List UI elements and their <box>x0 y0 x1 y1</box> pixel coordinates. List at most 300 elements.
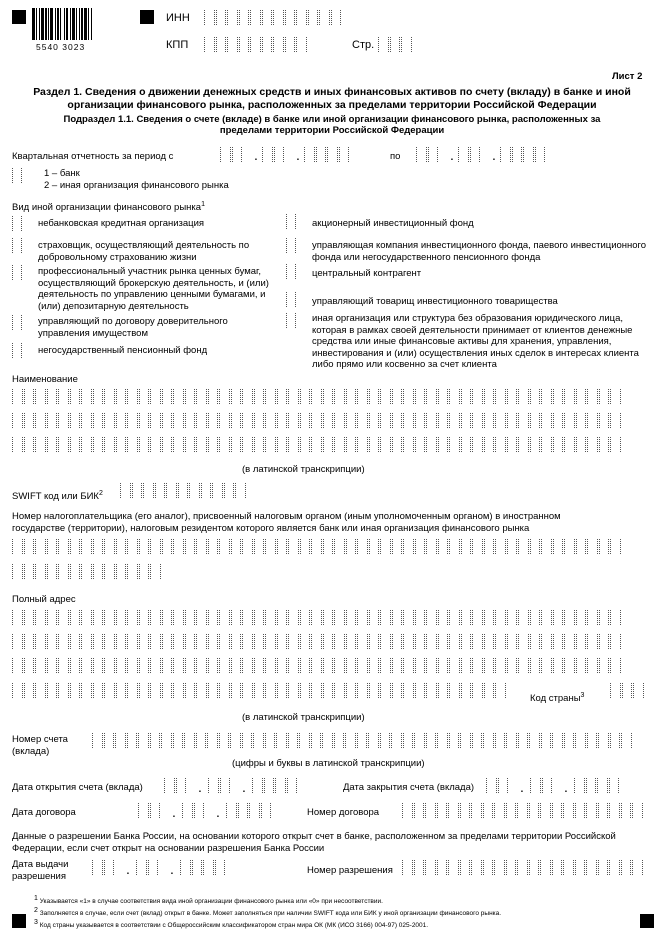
char-cell[interactable] <box>415 658 426 673</box>
char-cell[interactable] <box>150 634 161 649</box>
char-cell[interactable] <box>380 413 391 428</box>
char-cell[interactable] <box>390 37 401 52</box>
char-cell[interactable] <box>35 658 46 673</box>
char-cell[interactable] <box>346 610 357 625</box>
char-cell[interactable] <box>12 389 23 404</box>
char-cell[interactable] <box>319 10 330 25</box>
char-cell[interactable] <box>369 634 380 649</box>
char-cell[interactable] <box>150 803 161 818</box>
char-cell[interactable] <box>495 389 506 404</box>
char-cell[interactable] <box>265 634 276 649</box>
char-cell[interactable] <box>553 658 564 673</box>
char-cell[interactable] <box>196 658 207 673</box>
char-cell[interactable] <box>93 610 104 625</box>
char-cell[interactable] <box>139 413 150 428</box>
char-cell[interactable] <box>392 610 403 625</box>
char-cell[interactable] <box>530 539 541 554</box>
char-cell[interactable] <box>35 634 46 649</box>
char-cell[interactable] <box>232 147 243 162</box>
char-cell[interactable] <box>563 803 574 818</box>
char-cell[interactable] <box>192 860 203 875</box>
char-cell[interactable] <box>541 634 552 649</box>
char-cell[interactable] <box>93 658 104 673</box>
char-cell[interactable] <box>299 733 310 748</box>
char-cell[interactable] <box>530 658 541 673</box>
char-cell[interactable] <box>203 860 214 875</box>
char-cell[interactable] <box>12 413 23 428</box>
char-cell[interactable] <box>173 413 184 428</box>
char-cell[interactable] <box>472 389 483 404</box>
address-row-2[interactable] <box>12 634 622 649</box>
char-cell[interactable] <box>81 413 92 428</box>
char-cell[interactable] <box>104 437 115 452</box>
kind-checkbox[interactable] <box>12 265 22 280</box>
char-cell[interactable] <box>438 539 449 554</box>
char-cell[interactable] <box>415 683 426 698</box>
char-cell[interactable] <box>104 539 115 554</box>
close-date-day[interactable] <box>486 778 509 793</box>
char-cell[interactable] <box>47 389 58 404</box>
char-cell[interactable] <box>285 37 296 52</box>
char-cell[interactable] <box>116 658 127 673</box>
char-cell[interactable] <box>415 437 426 452</box>
char-cell[interactable] <box>449 539 460 554</box>
char-cell[interactable] <box>530 389 541 404</box>
char-cell[interactable] <box>242 413 253 428</box>
char-cell[interactable] <box>621 860 632 875</box>
char-cell[interactable] <box>541 658 552 673</box>
char-cell[interactable] <box>185 634 196 649</box>
char-cell[interactable] <box>254 389 265 404</box>
kpp-cells[interactable] <box>204 37 308 52</box>
char-cell[interactable] <box>576 610 587 625</box>
char-cell[interactable] <box>323 683 334 698</box>
permission-number-cells[interactable] <box>402 860 644 875</box>
char-cell[interactable] <box>215 860 226 875</box>
char-cell[interactable] <box>231 683 242 698</box>
char-cell[interactable] <box>104 658 115 673</box>
char-cell[interactable] <box>136 860 147 875</box>
char-cell[interactable] <box>196 389 207 404</box>
char-cell[interactable] <box>316 147 327 162</box>
char-cell[interactable] <box>587 733 598 748</box>
char-cell[interactable] <box>12 564 23 579</box>
char-cell[interactable] <box>231 634 242 649</box>
contract-number-cells[interactable] <box>402 803 644 818</box>
char-cell[interactable] <box>507 539 518 554</box>
char-cell[interactable] <box>162 539 173 554</box>
char-cell[interactable] <box>104 733 115 748</box>
char-cell[interactable] <box>173 389 184 404</box>
char-cell[interactable] <box>277 539 288 554</box>
char-cell[interactable] <box>277 683 288 698</box>
char-cell[interactable] <box>235 483 246 498</box>
char-cell[interactable] <box>598 860 609 875</box>
char-cell[interactable] <box>599 539 610 554</box>
char-cell[interactable] <box>300 634 311 649</box>
char-cell[interactable] <box>461 413 472 428</box>
char-cell[interactable] <box>311 437 322 452</box>
char-cell[interactable] <box>35 564 46 579</box>
char-cell[interactable] <box>201 483 212 498</box>
char-cell[interactable] <box>541 437 552 452</box>
char-cell[interactable] <box>242 733 253 748</box>
char-cell[interactable] <box>204 37 215 52</box>
char-cell[interactable] <box>224 483 235 498</box>
char-cell[interactable] <box>277 413 288 428</box>
char-cell[interactable] <box>238 803 249 818</box>
char-cell[interactable] <box>219 389 230 404</box>
char-cell[interactable] <box>530 778 541 793</box>
char-cell[interactable] <box>116 389 127 404</box>
char-cell[interactable] <box>542 778 553 793</box>
char-cell[interactable] <box>70 389 81 404</box>
char-cell[interactable] <box>610 683 621 698</box>
char-cell[interactable] <box>484 413 495 428</box>
char-cell[interactable] <box>517 860 528 875</box>
char-cell[interactable] <box>448 803 459 818</box>
char-cell[interactable] <box>227 37 238 52</box>
char-cell[interactable] <box>127 564 138 579</box>
char-cell[interactable] <box>415 389 426 404</box>
char-cell[interactable] <box>470 147 481 162</box>
period-to-year[interactable] <box>500 147 546 162</box>
char-cell[interactable] <box>219 658 230 673</box>
char-cell[interactable] <box>162 634 173 649</box>
char-cell[interactable] <box>576 634 587 649</box>
char-cell[interactable] <box>150 733 161 748</box>
char-cell[interactable] <box>250 37 261 52</box>
char-cell[interactable] <box>47 413 58 428</box>
char-cell[interactable] <box>586 803 597 818</box>
char-cell[interactable] <box>47 634 58 649</box>
name-row-3[interactable] <box>12 437 622 452</box>
char-cell[interactable] <box>609 803 620 818</box>
char-cell[interactable] <box>242 683 253 698</box>
char-cell[interactable] <box>226 803 237 818</box>
char-cell[interactable] <box>185 437 196 452</box>
char-cell[interactable] <box>541 413 552 428</box>
char-cell[interactable] <box>277 610 288 625</box>
char-cell[interactable] <box>173 539 184 554</box>
char-cell[interactable] <box>599 389 610 404</box>
char-cell[interactable] <box>587 658 598 673</box>
char-cell[interactable] <box>369 437 380 452</box>
char-cell[interactable] <box>357 437 368 452</box>
char-cell[interactable] <box>437 733 448 748</box>
char-cell[interactable] <box>632 860 643 875</box>
char-cell[interactable] <box>586 860 597 875</box>
char-cell[interactable] <box>403 539 414 554</box>
char-cell[interactable] <box>216 37 227 52</box>
char-cell[interactable] <box>552 733 563 748</box>
char-cell[interactable] <box>311 733 322 748</box>
char-cell[interactable] <box>47 610 58 625</box>
char-cell[interactable] <box>127 683 138 698</box>
char-cell[interactable] <box>369 389 380 404</box>
char-cell[interactable] <box>484 634 495 649</box>
char-cell[interactable] <box>185 389 196 404</box>
char-cell[interactable] <box>498 778 509 793</box>
char-cell[interactable] <box>495 658 506 673</box>
char-cell[interactable] <box>81 389 92 404</box>
char-cell[interactable] <box>150 539 161 554</box>
char-cell[interactable] <box>506 860 517 875</box>
char-cell[interactable] <box>518 389 529 404</box>
char-cell[interactable] <box>273 10 284 25</box>
char-cell[interactable] <box>150 564 161 579</box>
char-cell[interactable] <box>518 539 529 554</box>
char-cell[interactable] <box>426 539 437 554</box>
char-cell[interactable] <box>178 483 189 498</box>
char-cell[interactable] <box>576 658 587 673</box>
char-cell[interactable] <box>552 803 563 818</box>
char-cell[interactable] <box>252 778 263 793</box>
char-cell[interactable] <box>461 658 472 673</box>
char-cell[interactable] <box>472 658 483 673</box>
char-cell[interactable] <box>231 413 242 428</box>
char-cell[interactable] <box>70 634 81 649</box>
char-cell[interactable] <box>426 610 437 625</box>
char-cell[interactable] <box>162 658 173 673</box>
char-cell[interactable] <box>484 539 495 554</box>
char-cell[interactable] <box>273 37 284 52</box>
char-cell[interactable] <box>127 634 138 649</box>
char-cell[interactable] <box>104 413 115 428</box>
char-cell[interactable] <box>484 610 495 625</box>
char-cell[interactable] <box>460 803 471 818</box>
char-cell[interactable] <box>139 564 150 579</box>
char-cell[interactable] <box>185 683 196 698</box>
char-cell[interactable] <box>12 437 23 452</box>
char-cell[interactable] <box>495 634 506 649</box>
char-cell[interactable] <box>401 37 412 52</box>
char-cell[interactable] <box>368 733 379 748</box>
char-cell[interactable] <box>461 539 472 554</box>
char-cell[interactable] <box>139 658 150 673</box>
char-cell[interactable] <box>414 803 425 818</box>
char-cell[interactable] <box>369 610 380 625</box>
kind-checkbox[interactable] <box>286 214 296 229</box>
char-cell[interactable] <box>564 658 575 673</box>
char-cell[interactable] <box>564 733 575 748</box>
char-cell[interactable] <box>346 658 357 673</box>
char-cell[interactable] <box>523 147 534 162</box>
char-cell[interactable] <box>300 437 311 452</box>
char-cell[interactable] <box>93 683 104 698</box>
char-cell[interactable] <box>438 413 449 428</box>
permission-date-year[interactable] <box>180 860 226 875</box>
char-cell[interactable] <box>541 539 552 554</box>
char-cell[interactable] <box>461 437 472 452</box>
char-cell[interactable] <box>265 539 276 554</box>
char-cell[interactable] <box>24 658 35 673</box>
char-cell[interactable] <box>173 733 184 748</box>
char-cell[interactable] <box>150 413 161 428</box>
char-cell[interactable] <box>530 413 541 428</box>
char-cell[interactable] <box>194 803 205 818</box>
char-cell[interactable] <box>161 733 172 748</box>
char-cell[interactable] <box>449 634 460 649</box>
char-cell[interactable] <box>81 610 92 625</box>
char-cell[interactable] <box>472 634 483 649</box>
char-cell[interactable] <box>518 634 529 649</box>
char-cell[interactable] <box>334 437 345 452</box>
char-cell[interactable] <box>346 437 357 452</box>
char-cell[interactable] <box>334 658 345 673</box>
char-cell[interactable] <box>212 483 223 498</box>
char-cell[interactable] <box>541 610 552 625</box>
char-cell[interactable] <box>231 539 242 554</box>
char-cell[interactable] <box>219 539 230 554</box>
contract-date-month[interactable] <box>182 803 205 818</box>
char-cell[interactable] <box>288 413 299 428</box>
char-cell[interactable] <box>227 10 238 25</box>
char-cell[interactable] <box>162 610 173 625</box>
char-cell[interactable] <box>426 733 437 748</box>
char-cell[interactable] <box>472 437 483 452</box>
char-cell[interactable] <box>369 413 380 428</box>
char-cell[interactable] <box>185 413 196 428</box>
char-cell[interactable] <box>495 733 506 748</box>
char-cell[interactable] <box>529 733 540 748</box>
char-cell[interactable] <box>264 778 275 793</box>
char-cell[interactable] <box>35 413 46 428</box>
char-cell[interactable] <box>220 147 231 162</box>
char-cell[interactable] <box>127 413 138 428</box>
char-cell[interactable] <box>115 733 126 748</box>
char-cell[interactable] <box>262 10 273 25</box>
char-cell[interactable] <box>58 658 69 673</box>
char-cell[interactable] <box>587 437 598 452</box>
char-cell[interactable] <box>599 634 610 649</box>
char-cell[interactable] <box>460 733 471 748</box>
char-cell[interactable] <box>380 634 391 649</box>
char-cell[interactable] <box>403 683 414 698</box>
char-cell[interactable] <box>127 539 138 554</box>
char-cell[interactable] <box>311 683 322 698</box>
char-cell[interactable] <box>300 389 311 404</box>
char-cell[interactable] <box>162 389 173 404</box>
char-cell[interactable] <box>506 733 517 748</box>
char-cell[interactable] <box>104 634 115 649</box>
char-cell[interactable] <box>380 539 391 554</box>
char-cell[interactable] <box>599 658 610 673</box>
char-cell[interactable] <box>35 539 46 554</box>
char-cell[interactable] <box>610 413 621 428</box>
char-cell[interactable] <box>70 683 81 698</box>
char-cell[interactable] <box>495 683 506 698</box>
char-cell[interactable] <box>92 860 103 875</box>
char-cell[interactable] <box>553 634 564 649</box>
char-cell[interactable] <box>564 539 575 554</box>
char-cell[interactable] <box>471 860 482 875</box>
char-cell[interactable] <box>357 610 368 625</box>
char-cell[interactable] <box>323 539 334 554</box>
char-cell[interactable] <box>296 10 307 25</box>
char-cell[interactable] <box>484 437 495 452</box>
char-cell[interactable] <box>507 658 518 673</box>
char-cell[interactable] <box>116 610 127 625</box>
char-cell[interactable] <box>460 860 471 875</box>
char-cell[interactable] <box>346 634 357 649</box>
char-cell[interactable] <box>173 437 184 452</box>
char-cell[interactable] <box>449 733 460 748</box>
char-cell[interactable] <box>403 634 414 649</box>
char-cell[interactable] <box>369 658 380 673</box>
char-cell[interactable] <box>609 860 620 875</box>
char-cell[interactable] <box>461 610 472 625</box>
char-cell[interactable] <box>380 683 391 698</box>
char-cell[interactable] <box>93 564 104 579</box>
char-cell[interactable] <box>47 683 58 698</box>
open-date-month[interactable] <box>208 778 231 793</box>
period-from-month[interactable] <box>262 147 285 162</box>
char-cell[interactable] <box>380 389 391 404</box>
char-cell[interactable] <box>369 539 380 554</box>
char-cell[interactable] <box>288 437 299 452</box>
char-cell[interactable] <box>449 413 460 428</box>
char-cell[interactable] <box>392 634 403 649</box>
char-cell[interactable] <box>426 658 437 673</box>
char-cell[interactable] <box>196 683 207 698</box>
char-cell[interactable] <box>196 634 207 649</box>
char-cell[interactable] <box>609 778 620 793</box>
permission-date-day[interactable] <box>92 860 115 875</box>
char-cell[interactable] <box>576 437 587 452</box>
char-cell[interactable] <box>150 437 161 452</box>
char-cell[interactable] <box>426 437 437 452</box>
char-cell[interactable] <box>610 437 621 452</box>
char-cell[interactable] <box>196 733 207 748</box>
char-cell[interactable] <box>449 658 460 673</box>
char-cell[interactable] <box>207 733 218 748</box>
char-cell[interactable] <box>93 389 104 404</box>
char-cell[interactable] <box>449 437 460 452</box>
char-cell[interactable] <box>357 733 368 748</box>
char-cell[interactable] <box>486 778 497 793</box>
char-cell[interactable] <box>415 539 426 554</box>
org-type-cell[interactable] <box>12 168 22 183</box>
char-cell[interactable] <box>274 147 285 162</box>
char-cell[interactable] <box>512 147 523 162</box>
char-cell[interactable] <box>116 564 127 579</box>
char-cell[interactable] <box>357 634 368 649</box>
char-cell[interactable] <box>438 658 449 673</box>
char-cell[interactable] <box>574 778 585 793</box>
char-cell[interactable] <box>426 634 437 649</box>
char-cell[interactable] <box>173 634 184 649</box>
char-cell[interactable] <box>81 539 92 554</box>
char-cell[interactable] <box>70 437 81 452</box>
char-cell[interactable] <box>185 658 196 673</box>
period-to-day[interactable] <box>416 147 439 162</box>
char-cell[interactable] <box>208 778 219 793</box>
char-cell[interactable] <box>518 733 529 748</box>
char-cell[interactable] <box>150 683 161 698</box>
char-cell[interactable] <box>392 539 403 554</box>
char-cell[interactable] <box>311 539 322 554</box>
char-cell[interactable] <box>403 389 414 404</box>
char-cell[interactable] <box>47 437 58 452</box>
char-cell[interactable] <box>323 437 334 452</box>
char-cell[interactable] <box>507 610 518 625</box>
char-cell[interactable] <box>24 437 35 452</box>
char-cell[interactable] <box>530 634 541 649</box>
char-cell[interactable] <box>461 683 472 698</box>
period-from-day[interactable] <box>220 147 243 162</box>
char-cell[interactable] <box>47 564 58 579</box>
